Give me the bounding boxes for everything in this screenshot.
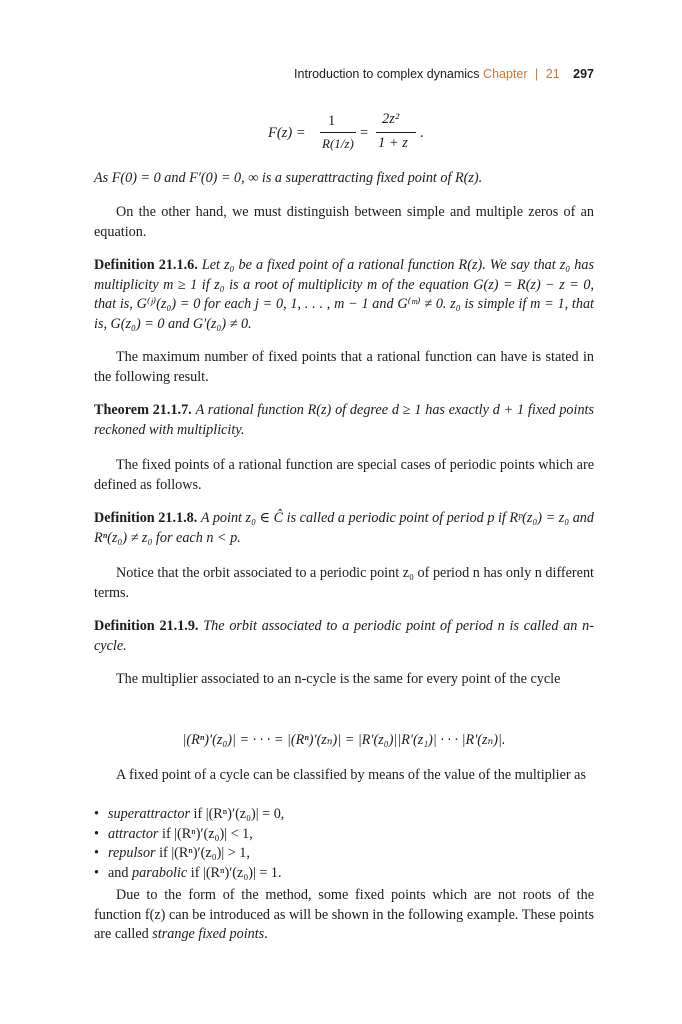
theorem-21-1-7-label: Theorem 21.1.7. bbox=[94, 402, 192, 418]
page-number: 297 bbox=[573, 67, 594, 81]
theorem-21-1-7-body: A rational function R(z) of degree d ≥ 1 has exactly d + 1 fixed points reckoned with multiplicity. bbox=[94, 402, 595, 438]
list-item: • repulsor if |(Rⁿ)′(z₀)| > 1, bbox=[94, 844, 594, 864]
eq-F-fraction-bar-1 bbox=[320, 132, 356, 133]
equation-multiplier: |(Rⁿ)′(z₀)| = · · · = |(Rⁿ)′(zₙ)| = |R′(z₀)||R′(z₁)| · · · |R′(zₙ)|. bbox=[182, 732, 506, 748]
header-title: Introduction to complex dynamics bbox=[294, 67, 480, 81]
paragraph-multiplier: The multiplier associated to an n-cycle is the same for every point of the cycle bbox=[116, 671, 561, 687]
definition-21-1-9-body: The orbit associated to a periodic point of period n is called an n-cycle. bbox=[94, 618, 594, 654]
paragraph-classify: A fixed point of a cycle can be classified by means of the value of the multiplier as bbox=[116, 767, 587, 783]
eq-F-lhs: F(z) = bbox=[268, 125, 306, 141]
list-item: • and parabolic if |(Rⁿ)′(z₀)| = 1. bbox=[94, 864, 594, 884]
definition-21-1-8 bbox=[94, 509, 594, 548]
eq-F-num2: 2z² bbox=[382, 111, 400, 127]
eq-F-num1: 1 bbox=[328, 113, 336, 129]
running-head bbox=[294, 65, 594, 85]
term-strange-fixed-points: strange fixed points bbox=[152, 926, 265, 942]
eq-F-den2: 1 + z bbox=[378, 135, 408, 151]
header-chapter-number: 21 bbox=[545, 67, 560, 81]
paragraph-orbit: Notice that the orbit associated to a periodic point z₀ of period n has only n different terms. bbox=[94, 565, 594, 601]
paragraph-strange-fixed-points: Due to the form of the method, some fixed points which are not roots of the function f(z) can be introduced as will be shown in the following example. These points are called strange fixed points. bbox=[94, 887, 594, 942]
line-F0: As F(0) = 0 and F′(0) = 0, ∞ is a superattracting fixed point of R(z). bbox=[94, 170, 483, 186]
definition-21-1-9 bbox=[94, 617, 594, 656]
paragraph-max-fixed-points: The maximum number of fixed points that a rational function can have is stated in the following result. bbox=[94, 349, 594, 385]
list-item: • attractor if |(Rⁿ)′(z₀)| < 1, bbox=[94, 825, 594, 845]
definition-21-1-6-body: Let z₀ be a fixed point of a rational function R(z). We say that z₀ has multiplicity m ≥ 1 if z₀ is a root of multiplicity m of the equation G(z) = R(z) − z = 0, that is, G⁽ʲ⁾(z₀) = 0 for each j = 0, 1, . . . , m − 1 and G⁽ᵐ⁾ ≠ 0. z₀ is simple if m = 1, that is, G(z₀) = 0 and G′(z₀) ≠ 0. bbox=[94, 257, 594, 332]
eq-F-fraction-bar-2 bbox=[376, 132, 416, 133]
header-chapter-label: Chapter bbox=[483, 67, 528, 81]
definition-21-1-6 bbox=[94, 256, 594, 334]
definition-21-1-8-body: A point z₀ ∈ Ĉ is called a periodic point of period p if Rᵖ(z₀) = z₀ and Rⁿ(z₀) ≠ z₀ for each n < p. bbox=[94, 510, 594, 546]
paragraph-periodic: The fixed points of a rational function are special cases of periodic points which are defined as follows. bbox=[94, 457, 594, 493]
definition-21-1-9-label: Definition 21.1.9. bbox=[94, 618, 199, 634]
eq-F-equals: = bbox=[360, 125, 369, 141]
eq-F-den1: R(1/z) bbox=[322, 136, 354, 151]
list-item: • superattractor if |(Rⁿ)′(z₀)| = 0, bbox=[94, 805, 594, 825]
equation-F bbox=[268, 110, 438, 160]
definition-21-1-6-label: Definition 21.1.6. bbox=[94, 257, 198, 273]
definition-21-1-8-label: Definition 21.1.8. bbox=[94, 510, 198, 526]
eq-F-period: . bbox=[420, 125, 424, 141]
theorem-21-1-7 bbox=[94, 401, 594, 440]
classification-list bbox=[94, 805, 594, 883]
header-separator: | bbox=[535, 67, 539, 81]
paragraph-zeros: On the other hand, we must distinguish between simple and multiple zeros of an equation. bbox=[94, 204, 594, 240]
